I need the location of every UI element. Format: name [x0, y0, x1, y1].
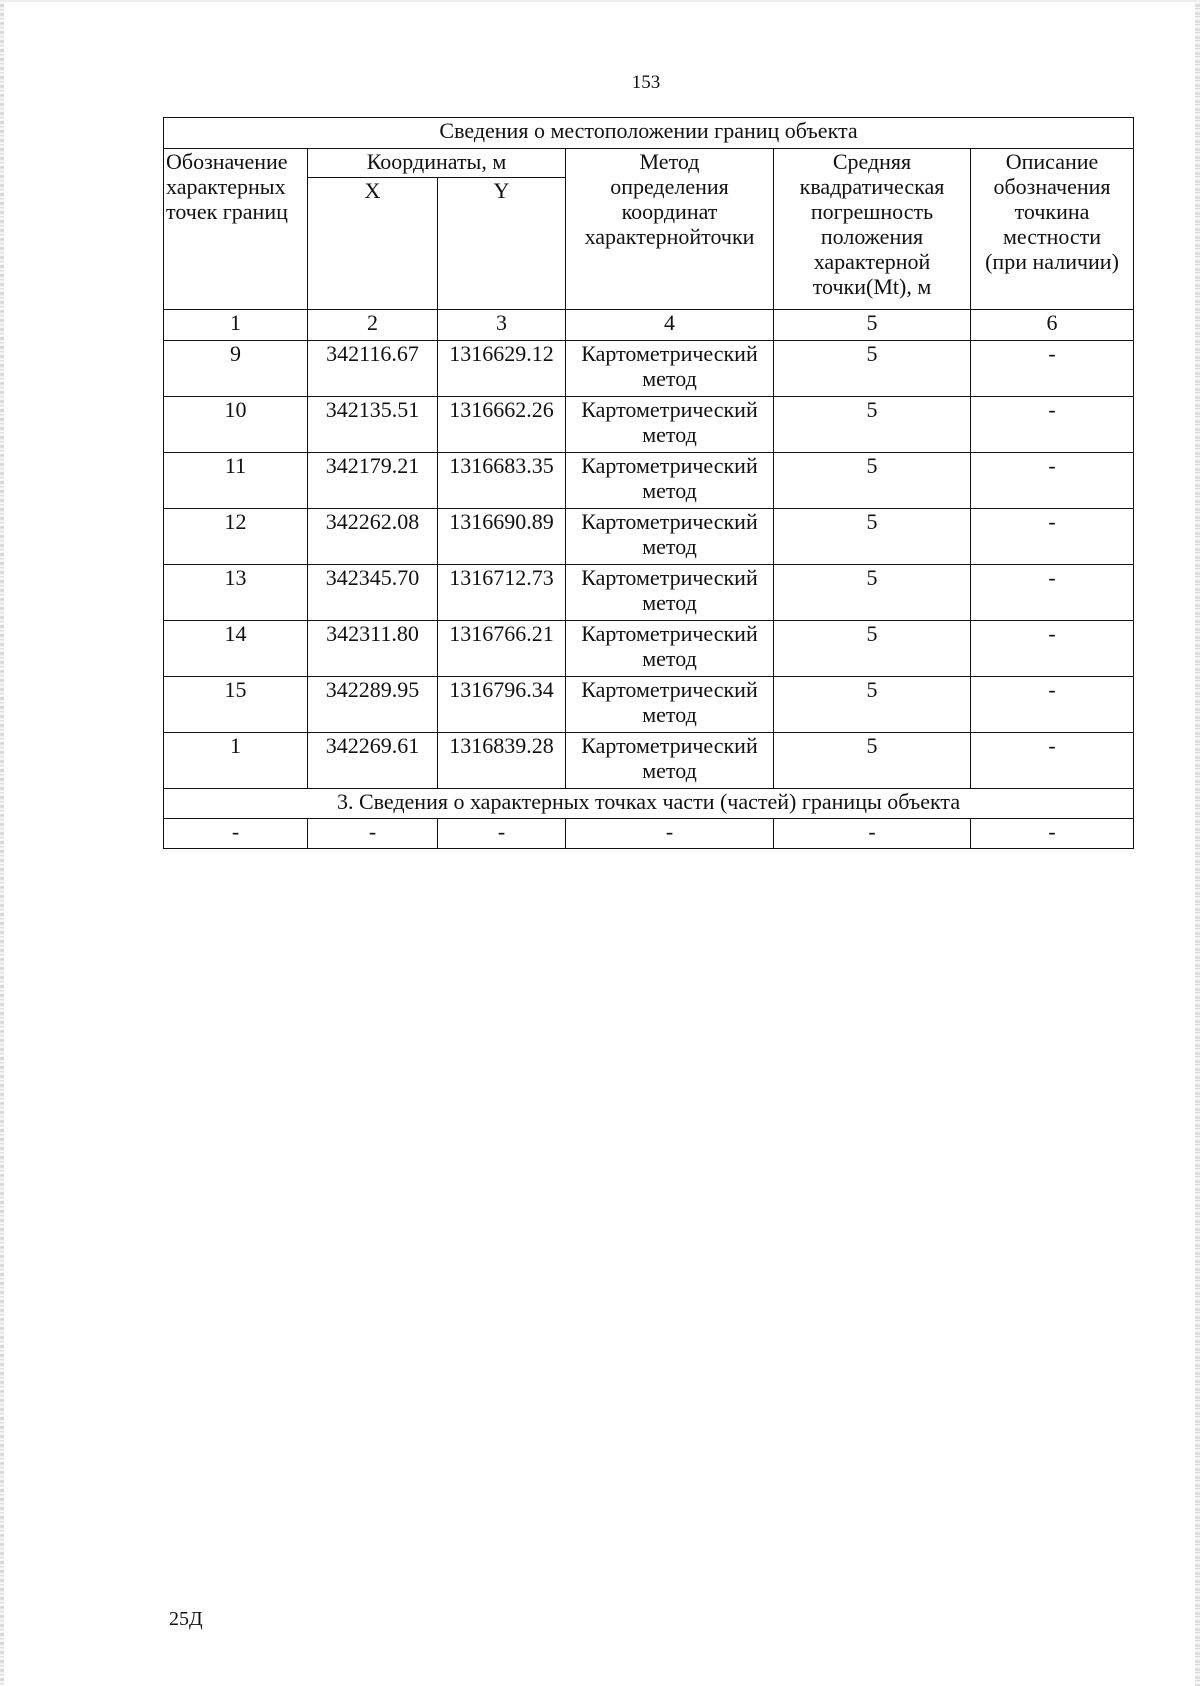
point-cell: 13	[164, 565, 308, 621]
header-error-line: точки(Mt), м	[812, 274, 932, 299]
method-line: Картометрический	[581, 341, 758, 366]
method-line: метод	[642, 534, 697, 559]
error-cell: 5	[774, 677, 971, 733]
method-cell	[566, 397, 774, 453]
method-line: метод	[642, 478, 697, 503]
method-line: метод	[642, 366, 697, 391]
x-coordinate-cell: 342135.51	[308, 397, 438, 453]
method-line: Картометрический	[581, 397, 758, 422]
empty-cell: -	[164, 819, 308, 849]
method-line: Картометрический	[581, 621, 758, 646]
header-designation-line: характерных	[166, 174, 286, 199]
description-cell: -	[971, 453, 1134, 509]
error-cell: 5	[774, 453, 971, 509]
table-row	[164, 397, 1134, 453]
page-number: 153	[631, 72, 661, 93]
table-row	[164, 509, 1134, 565]
column-number: 4	[566, 310, 774, 341]
header-error-line: положения	[820, 224, 924, 249]
description-cell: -	[971, 621, 1134, 677]
table-row	[164, 733, 1134, 789]
point-cell: 1	[164, 733, 308, 789]
table-row	[164, 621, 1134, 677]
boundary-coordinates-table	[163, 117, 1134, 849]
table-title-row	[164, 118, 1134, 149]
method-line: Картометрический	[581, 453, 758, 478]
section-row	[164, 789, 1134, 819]
method-cell	[566, 621, 774, 677]
empty-cell: -	[566, 819, 774, 849]
y-coordinate-cell: 1316662.26	[438, 397, 566, 453]
point-cell: 12	[164, 509, 308, 565]
error-cell: 5	[774, 509, 971, 565]
header-x: X	[308, 178, 438, 310]
error-cell: 5	[774, 341, 971, 397]
y-coordinate-cell: 1316712.73	[438, 565, 566, 621]
y-coordinate-cell: 1316683.35	[438, 453, 566, 509]
method-line: метод	[642, 590, 697, 615]
table-title: Сведения о местоположении границ объекта	[164, 118, 1134, 149]
x-coordinate-cell: 342116.67	[308, 341, 438, 397]
header-method	[566, 149, 774, 310]
y-coordinate-cell: 1316629.12	[438, 341, 566, 397]
empty-data-row	[164, 819, 1134, 849]
error-cell: 5	[774, 733, 971, 789]
x-coordinate-cell: 342262.08	[308, 509, 438, 565]
empty-cell: -	[308, 819, 438, 849]
method-line: Картометрический	[581, 509, 758, 534]
method-line: Картометрический	[581, 733, 758, 758]
error-cell: 5	[774, 565, 971, 621]
header-error	[774, 149, 971, 310]
header-error-line: Средняя	[832, 149, 912, 174]
point-cell: 14	[164, 621, 308, 677]
point-cell: 11	[164, 453, 308, 509]
table-row	[164, 341, 1134, 397]
y-coordinate-cell: 1316839.28	[438, 733, 566, 789]
scan-edge-left	[0, 0, 4, 1686]
scan-edge-top	[0, 0, 1200, 2]
description-cell: -	[971, 397, 1134, 453]
empty-cell: -	[774, 819, 971, 849]
method-line: метод	[642, 702, 697, 727]
description-cell: -	[971, 733, 1134, 789]
point-cell: 9	[164, 341, 308, 397]
x-coordinate-cell: 342311.80	[308, 621, 438, 677]
header-description-line: точкина	[1014, 199, 1090, 224]
y-coordinate-cell: 1316796.34	[438, 677, 566, 733]
header-error-line: квадратическая	[799, 174, 945, 199]
column-number: 5	[774, 310, 971, 341]
x-coordinate-cell: 342179.21	[308, 453, 438, 509]
header-error-line: характерной	[813, 249, 931, 274]
empty-cell: -	[971, 819, 1134, 849]
method-cell	[566, 565, 774, 621]
empty-cell: -	[438, 819, 566, 849]
x-coordinate-cell: 342269.61	[308, 733, 438, 789]
error-cell: 5	[774, 621, 971, 677]
method-cell	[566, 677, 774, 733]
header-y: Y	[438, 178, 566, 310]
header-description-line: (при наличии)	[985, 249, 1119, 274]
x-coordinate-cell: 342345.70	[308, 565, 438, 621]
footer-code: 25Д	[169, 1608, 203, 1630]
header-description	[971, 149, 1134, 310]
header-method-line: характернойточки	[584, 224, 755, 249]
method-cell	[566, 733, 774, 789]
table-row	[164, 565, 1134, 621]
description-cell: -	[971, 341, 1134, 397]
point-cell: 10	[164, 397, 308, 453]
table-row	[164, 453, 1134, 509]
method-line: Картометрический	[581, 565, 758, 590]
header-description-line: местности	[1002, 224, 1102, 249]
column-number: 6	[971, 310, 1134, 341]
header-designation-line: Обозначение	[166, 149, 288, 174]
header-method-line: координат	[621, 199, 718, 224]
error-cell: 5	[774, 397, 971, 453]
method-line: метод	[642, 758, 697, 783]
point-cell: 15	[164, 677, 308, 733]
column-number: 1	[164, 310, 308, 341]
description-cell: -	[971, 677, 1134, 733]
header-method-line: определения	[610, 174, 729, 199]
scan-edge-right	[1195, 0, 1200, 1686]
method-cell	[566, 341, 774, 397]
method-line: метод	[642, 646, 697, 671]
header-description-line: обозначения	[993, 174, 1111, 199]
column-number: 2	[308, 310, 438, 341]
description-cell: -	[971, 565, 1134, 621]
method-cell	[566, 509, 774, 565]
description-cell: -	[971, 509, 1134, 565]
table-row	[164, 677, 1134, 733]
header-designation-line: точек границ	[166, 199, 288, 224]
header-error-line: погрешность	[810, 199, 934, 224]
header-row-1	[164, 149, 1134, 178]
y-coordinate-cell: 1316766.21	[438, 621, 566, 677]
section-title: 3. Сведения о характерных точках части (частей) границы объекта	[164, 789, 1134, 819]
header-method-line: Метод	[639, 149, 700, 174]
header-description-line: Описание	[1005, 149, 1099, 174]
column-number: 3	[438, 310, 566, 341]
method-cell	[566, 453, 774, 509]
column-number-row	[164, 310, 1134, 341]
header-designation	[164, 149, 308, 310]
method-line: Картометрический	[581, 677, 758, 702]
header-coordinates: Координаты, м	[308, 149, 566, 178]
x-coordinate-cell: 342289.95	[308, 677, 438, 733]
method-line: метод	[642, 422, 697, 447]
y-coordinate-cell: 1316690.89	[438, 509, 566, 565]
